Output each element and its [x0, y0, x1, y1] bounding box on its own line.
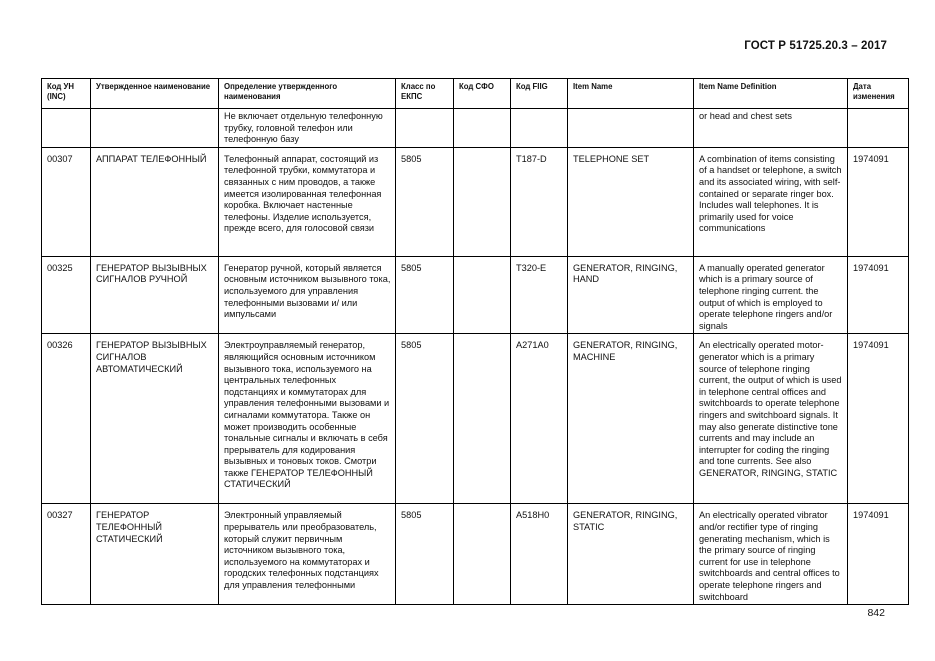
- cell-ekps-class: 5805: [396, 147, 454, 256]
- column-header-fiig-code: Код FIIG: [511, 79, 568, 109]
- cell-name-definition: Не включает отдельную телефонную трубку, головной телефон или телефонную базу: [219, 109, 396, 148]
- column-header-name-definition: Определение утвержденного наименования: [219, 79, 396, 109]
- cell-inc-code: 00325: [42, 256, 91, 334]
- nomenclature-table: [41, 78, 909, 605]
- cell-ekps-class: 5805: [396, 504, 454, 605]
- cell-approved-name: ГЕНЕРАТОР ВЫЗЫВНЫХ СИГНАЛОВ АВТОМАТИЧЕСКИЙ: [91, 334, 219, 504]
- cell-fiig-code: [511, 109, 568, 148]
- cell-item-name: GENERATOR, RINGING, MACHINE: [568, 334, 694, 504]
- column-header-inc-code: Код УН (INC): [42, 79, 91, 109]
- cell-inc-code: 00326: [42, 334, 91, 504]
- cell-fiig-code: A518H0: [511, 504, 568, 605]
- cell-ekps-class: [396, 109, 454, 148]
- cell-change-date: 1974091: [848, 334, 909, 504]
- cell-item-name-definition: An electrically operated motor-generator which is a primary source of telephone ringing current, the output of which is used in telephone central offices and switchboards to operate telephone ringers and switchboard signals. It may also generate distinctive tone currents and may include an interrupter for coding the ringing and tone currents. See also GENERATOR, RINGING, STATIC: [694, 334, 848, 504]
- cell-sfo-code: [454, 147, 511, 256]
- table-row: [42, 504, 909, 605]
- cell-inc-code: [42, 109, 91, 148]
- cell-change-date: [848, 109, 909, 148]
- table-row: [42, 109, 909, 148]
- cell-ekps-class: 5805: [396, 334, 454, 504]
- cell-sfo-code: [454, 256, 511, 334]
- cell-approved-name: ГЕНЕРАТОР ТЕЛЕФОННЫЙ СТАТИЧЕСКИЙ: [91, 504, 219, 605]
- cell-item-name-definition: or head and chest sets: [694, 109, 848, 148]
- cell-change-date: 1974091: [848, 147, 909, 256]
- cell-item-name-definition: An electrically operated vibrator and/or rectifier type of ringing generating mechanism, which is the primary source of ringing current for use in telephone switchboards and central offices to operate telephone ringers and switchboard: [694, 504, 848, 605]
- cell-item-name: [568, 109, 694, 148]
- column-header-sfo-code: Код СФО: [454, 79, 511, 109]
- document-header: ГОСТ Р 51725.20.3 – 2017: [744, 40, 887, 52]
- cell-name-definition: Электронный управляемый прерыватель или преобразователь, который служит первичным источником вызывного тока, используемого на коммутаторах и городских телефонных подстанциях для управления телефонными: [219, 504, 396, 605]
- cell-name-definition: Генератор ручной, который является основным источником вызывного тока, используемого для управления телефонными вызовами и/ или импульсами: [219, 256, 396, 334]
- table-row: [42, 147, 909, 256]
- page-number: 842: [867, 607, 885, 619]
- cell-fiig-code: T320-E: [511, 256, 568, 334]
- cell-approved-name: АППАРАТ ТЕЛЕФОННЫЙ: [91, 147, 219, 256]
- cell-item-name: GENERATOR, RINGING, STATIC: [568, 504, 694, 605]
- cell-name-definition: Электроуправляемый генератор, являющийся основным источником вызывного тока, используемого на центральных телефонных подстанциях и коммутаторах для управления телефонными вызовами и сигналами коммутатора. Также он может производить особенные тональные сигналы и включать в себя прерыватель для кодирования вызывных и тоновых токов. Смотри также ГЕНЕРАТОР ТЕЛЕФОННЫЙ СТАТИЧЕСКИЙ: [219, 334, 396, 504]
- column-header-approved-name: Утвержденное наименование: [91, 79, 219, 109]
- cell-sfo-code: [454, 504, 511, 605]
- cell-approved-name: ГЕНЕРАТОР ВЫЗЫВНЫХ СИГНАЛОВ РУЧНОЙ: [91, 256, 219, 334]
- cell-approved-name: [91, 109, 219, 148]
- column-header-item-name: Item Name: [568, 79, 694, 109]
- cell-fiig-code: A271A0: [511, 334, 568, 504]
- table-row: [42, 334, 909, 504]
- cell-change-date: 1974091: [848, 504, 909, 605]
- table-row: [42, 256, 909, 334]
- table-header-row: [42, 79, 909, 109]
- column-header-item-name-definition: Item Name Definition: [694, 79, 848, 109]
- cell-item-name: GENERATOR, RINGING, HAND: [568, 256, 694, 334]
- column-header-ekps-class: Класс по ЕКПС: [396, 79, 454, 109]
- cell-item-name-definition: A combination of items consisting of a handset or telephone, a switch and its associated wiring, with self-contained or separate ringer box. Includes wall telephones. It is primarily used for voice communications: [694, 147, 848, 256]
- cell-inc-code: 00307: [42, 147, 91, 256]
- cell-change-date: 1974091: [848, 256, 909, 334]
- cell-fiig-code: T187-D: [511, 147, 568, 256]
- cell-sfo-code: [454, 109, 511, 148]
- column-header-change-date: Дата изменения: [848, 79, 909, 109]
- cell-sfo-code: [454, 334, 511, 504]
- cell-inc-code: 00327: [42, 504, 91, 605]
- cell-ekps-class: 5805: [396, 256, 454, 334]
- cell-name-definition: Телефонный аппарат, состоящий из телефонной трубки, коммутатора и связанных с ним проводов, а также имеется изолированная телефонная коробка. Включает настенные телефоны. Изделие используется, прежде всего, для голосовой связи: [219, 147, 396, 256]
- cell-item-name: TELEPHONE SET: [568, 147, 694, 256]
- cell-item-name-definition: A manually operated generator which is a primary source of telephone ringing current. the output of which is employed to operate telephone ringers and/or signals: [694, 256, 848, 334]
